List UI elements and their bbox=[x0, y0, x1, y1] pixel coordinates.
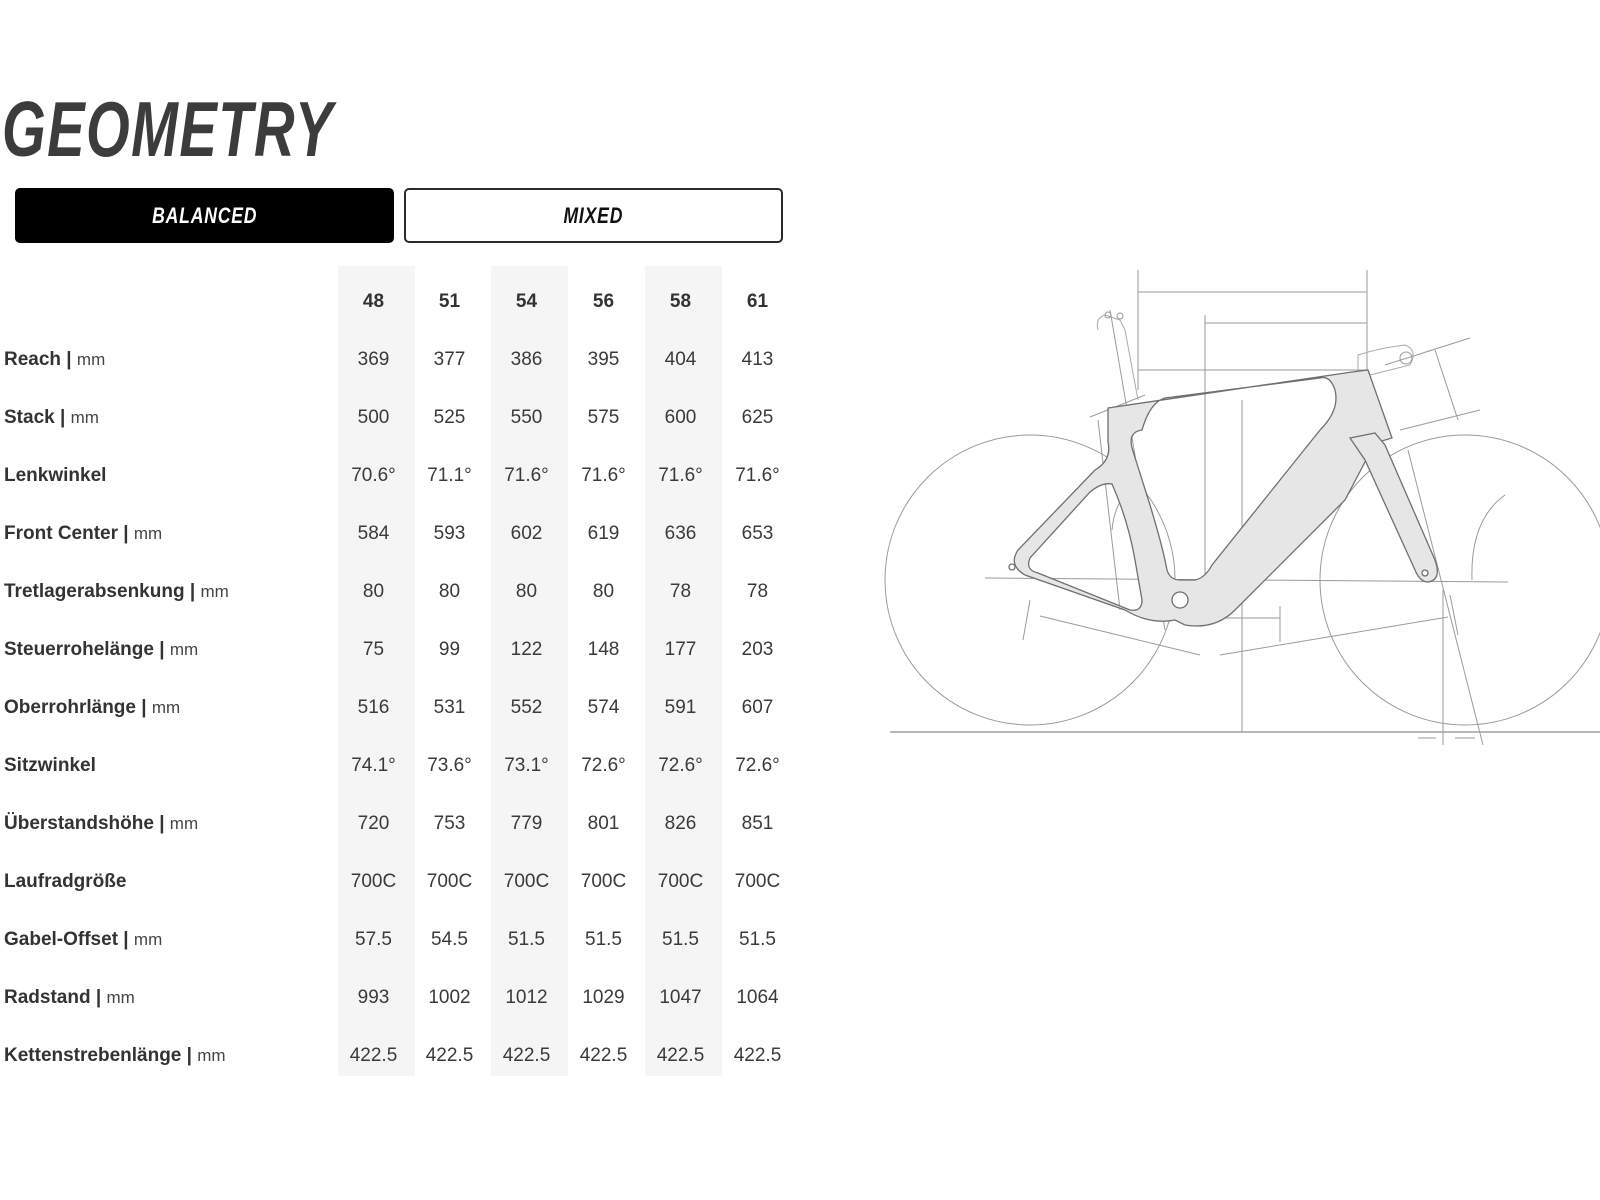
table-cell: 71.6° bbox=[504, 465, 549, 486]
table-row bbox=[0, 804, 790, 844]
table-cell: 1012 bbox=[505, 987, 548, 1008]
row-label-unit: mm bbox=[133, 930, 163, 949]
table-row bbox=[0, 630, 790, 670]
row-label bbox=[4, 407, 99, 429]
table-cell: 386 bbox=[510, 349, 543, 370]
row-label bbox=[4, 813, 198, 835]
table-cell: 525 bbox=[433, 407, 466, 428]
row-label-unit: mm bbox=[76, 350, 106, 369]
front-wheel bbox=[1320, 435, 1600, 725]
table-cell: 700C bbox=[503, 871, 550, 892]
row-label bbox=[4, 871, 126, 893]
table-cell: 531 bbox=[433, 697, 466, 718]
table-row bbox=[0, 746, 790, 786]
frame-main-triangle bbox=[1014, 370, 1392, 626]
size-header: 56 bbox=[592, 291, 615, 312]
table-row bbox=[0, 1036, 790, 1076]
table-cell: 71.6° bbox=[658, 465, 703, 486]
row-label bbox=[4, 1045, 226, 1067]
table-cell: 607 bbox=[741, 697, 774, 718]
table-cell: 203 bbox=[741, 639, 774, 660]
table-cell: 73.6° bbox=[427, 755, 472, 776]
row-label-name: Laufradgröße bbox=[4, 871, 127, 892]
row-label-name: Kettenstrebenlänge bbox=[4, 1045, 182, 1066]
table-cell: 72.6° bbox=[658, 755, 703, 776]
table-cell: 801 bbox=[587, 813, 620, 834]
table-cell: 584 bbox=[357, 523, 390, 544]
table-cell: 636 bbox=[664, 523, 697, 544]
table-cell: 422.5 bbox=[502, 1045, 551, 1066]
table-cell: 51.5 bbox=[585, 929, 622, 950]
row-label-name: Front Center bbox=[4, 523, 118, 544]
row-label-name: Steuerrohelänge bbox=[4, 639, 154, 660]
row-label-name: Überstandshöhe bbox=[4, 813, 154, 834]
row-label-separator: | bbox=[153, 639, 170, 660]
table-cell: 72.6° bbox=[581, 755, 626, 776]
table-cell: 552 bbox=[510, 697, 543, 718]
table-cell: 993 bbox=[357, 987, 390, 1008]
rear-dropout bbox=[1009, 564, 1015, 570]
table-row bbox=[0, 688, 790, 728]
tab-mixed[interactable] bbox=[404, 188, 783, 243]
table-row bbox=[0, 572, 790, 612]
table-cell: 600 bbox=[664, 407, 697, 428]
table-row bbox=[0, 398, 790, 438]
size-header: 58 bbox=[669, 291, 692, 312]
table-cell: 500 bbox=[357, 407, 390, 428]
table-cell: 80 bbox=[438, 581, 461, 602]
table-cell: 377 bbox=[433, 349, 466, 370]
table-cell: 1029 bbox=[582, 987, 625, 1008]
fork bbox=[1350, 433, 1437, 582]
row-label bbox=[4, 523, 162, 545]
table-cell: 148 bbox=[587, 639, 620, 660]
row-label-name: Tretlagerabsenkung bbox=[4, 581, 185, 602]
row-label-unit: mm bbox=[133, 524, 163, 543]
table-cell: 70.6° bbox=[351, 465, 396, 486]
row-label-separator: | bbox=[135, 697, 152, 718]
table-cell: 700C bbox=[657, 871, 704, 892]
table-cell: 753 bbox=[433, 813, 466, 834]
table-cell: 700C bbox=[580, 871, 627, 892]
table-cell: 826 bbox=[664, 813, 697, 834]
size-header: 54 bbox=[515, 291, 538, 312]
table-cell: 593 bbox=[433, 523, 466, 544]
front-dropout bbox=[1422, 570, 1428, 576]
row-label bbox=[4, 697, 180, 719]
row-label-separator: | bbox=[153, 813, 170, 834]
table-row bbox=[0, 920, 790, 960]
row-label-name: Gabel-Offset bbox=[4, 929, 119, 950]
bike-geometry-diagram bbox=[880, 270, 1600, 750]
table-cell: 54.5 bbox=[431, 929, 468, 950]
table-cell: 1064 bbox=[736, 987, 779, 1008]
table-row bbox=[0, 456, 790, 496]
row-label-separator: | bbox=[181, 1045, 198, 1066]
table-cell: 177 bbox=[664, 639, 697, 660]
table-cell: 625 bbox=[741, 407, 774, 428]
table-cell: 653 bbox=[741, 523, 774, 544]
table-cell: 75 bbox=[362, 639, 385, 660]
table-cell: 851 bbox=[741, 813, 774, 834]
table-cell: 122 bbox=[510, 639, 543, 660]
table-cell: 1002 bbox=[428, 987, 471, 1008]
table-cell: 57.5 bbox=[355, 929, 392, 950]
size-header: 51 bbox=[438, 291, 461, 312]
row-label-name: Sitzwinkel bbox=[4, 755, 96, 776]
row-label bbox=[4, 929, 162, 951]
row-label-unit: mm bbox=[200, 582, 229, 601]
row-label-separator: | bbox=[118, 929, 134, 950]
row-label-separator: | bbox=[118, 523, 134, 544]
table-cell: 1047 bbox=[659, 987, 702, 1008]
table-cell: 619 bbox=[587, 523, 620, 544]
page-title: GEOMETRY bbox=[2, 85, 334, 173]
table-cell: 422.5 bbox=[579, 1045, 628, 1066]
table-cell: 71.6° bbox=[581, 465, 626, 486]
row-label-name: Radstand bbox=[4, 987, 91, 1008]
table-row bbox=[0, 862, 790, 902]
table-cell: 602 bbox=[510, 523, 543, 544]
row-label bbox=[4, 987, 135, 1009]
table-cell: 591 bbox=[664, 697, 697, 718]
table-cell: 516 bbox=[357, 697, 390, 718]
table-cell: 700C bbox=[734, 871, 781, 892]
tab-balanced-label: BALANCED bbox=[151, 202, 258, 228]
row-label-separator: | bbox=[90, 987, 107, 1008]
row-label bbox=[4, 465, 106, 487]
table-cell: 720 bbox=[357, 813, 390, 834]
table-cell: 80 bbox=[592, 581, 615, 602]
row-label-name: Oberrohrlänge bbox=[4, 697, 136, 718]
row-label bbox=[4, 639, 198, 661]
table-cell: 99 bbox=[438, 639, 461, 660]
row-label-unit: mm bbox=[169, 814, 199, 833]
bottom-bracket bbox=[1172, 592, 1188, 608]
table-cell: 395 bbox=[587, 349, 620, 370]
table-cell: 422.5 bbox=[349, 1045, 398, 1066]
table-cell: 72.6° bbox=[735, 755, 780, 776]
table-cell: 422.5 bbox=[656, 1045, 705, 1066]
table-row bbox=[0, 340, 790, 380]
row-label-separator: | bbox=[184, 581, 201, 602]
row-label-separator: | bbox=[61, 349, 77, 370]
geometry-tabs bbox=[15, 188, 783, 243]
table-cell: 78 bbox=[746, 581, 769, 602]
table-cell: 78 bbox=[669, 581, 692, 602]
row-label-unit: mm bbox=[197, 1046, 226, 1065]
table-cell: 51.5 bbox=[508, 929, 545, 950]
table-cell: 550 bbox=[510, 407, 543, 428]
tab-balanced[interactable] bbox=[15, 188, 394, 243]
table-cell: 413 bbox=[741, 349, 774, 370]
row-label bbox=[4, 349, 105, 371]
table-cell: 80 bbox=[362, 581, 385, 602]
row-label-unit: mm bbox=[70, 408, 99, 427]
row-label-name: Lenkwinkel bbox=[4, 465, 107, 486]
row-label bbox=[4, 755, 96, 777]
table-cell: 422.5 bbox=[733, 1045, 782, 1066]
row-label-name: Reach bbox=[4, 349, 62, 370]
table-cell: 574 bbox=[587, 697, 620, 718]
table-cell: 404 bbox=[664, 349, 697, 370]
tab-mixed-label: MIXED bbox=[563, 202, 624, 228]
row-label bbox=[4, 581, 229, 603]
table-cell: 74.1° bbox=[351, 755, 396, 776]
table-row bbox=[0, 978, 790, 1018]
table-cell: 51.5 bbox=[662, 929, 699, 950]
row-label-separator: | bbox=[54, 407, 71, 428]
size-header: 61 bbox=[746, 291, 769, 312]
table-cell: 80 bbox=[515, 581, 538, 602]
row-label-unit: mm bbox=[106, 988, 135, 1007]
table-cell: 700C bbox=[350, 871, 397, 892]
table-cell: 71.6° bbox=[735, 465, 780, 486]
table-cell: 369 bbox=[357, 349, 390, 370]
table-cell: 779 bbox=[510, 813, 543, 834]
table-cell: 700C bbox=[426, 871, 473, 892]
size-header: 48 bbox=[362, 291, 385, 312]
table-cell: 575 bbox=[587, 407, 620, 428]
table-cell: 51.5 bbox=[739, 929, 776, 950]
size-header-row bbox=[0, 282, 790, 322]
table-cell: 71.1° bbox=[427, 465, 472, 486]
row-label-name: Stack bbox=[4, 407, 55, 428]
table-row bbox=[0, 514, 790, 554]
table-cell: 422.5 bbox=[425, 1045, 474, 1066]
table-cell: 73.1° bbox=[504, 755, 549, 776]
row-label-unit: mm bbox=[151, 698, 181, 717]
row-label-unit: mm bbox=[169, 640, 199, 659]
